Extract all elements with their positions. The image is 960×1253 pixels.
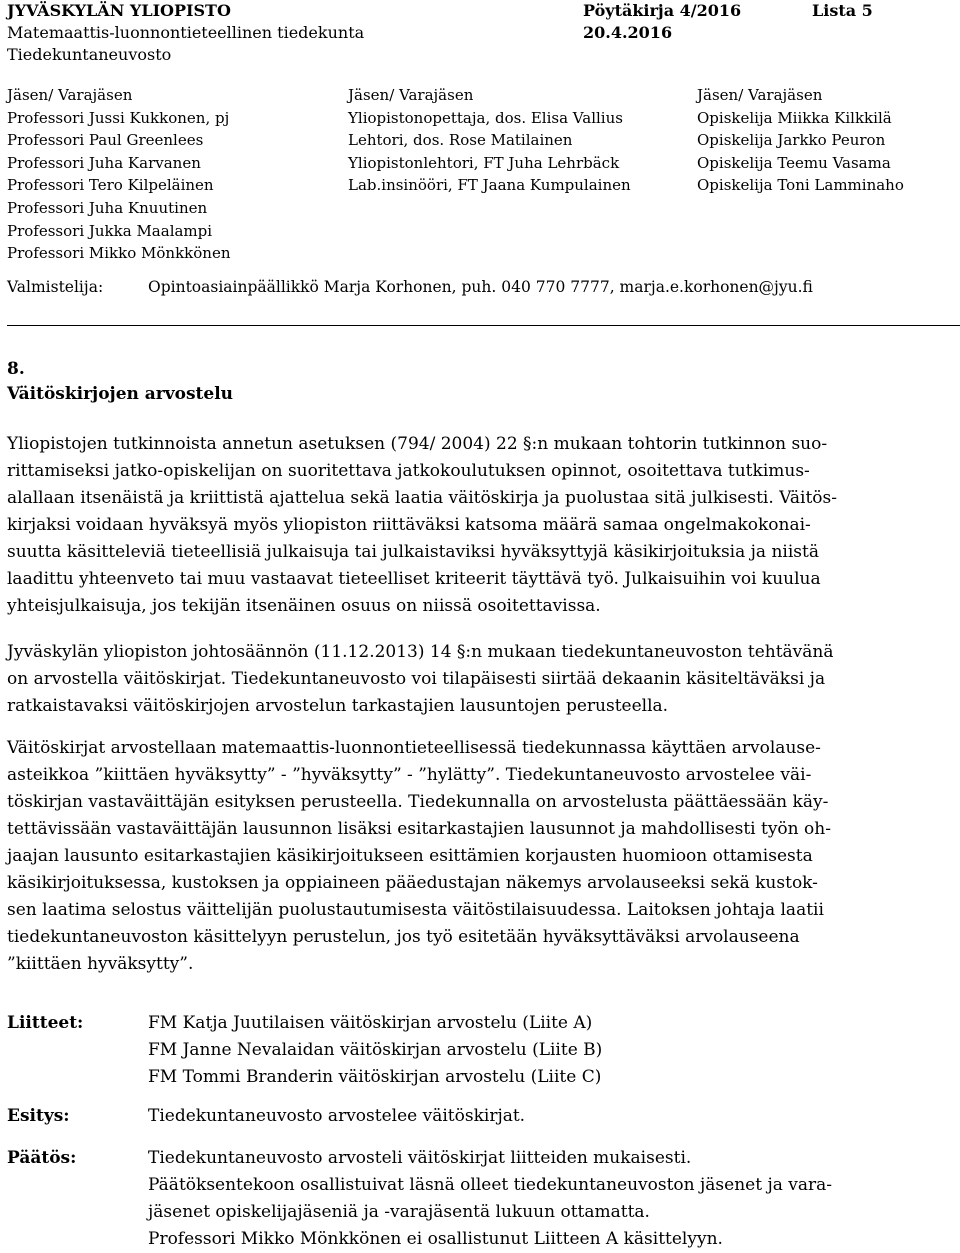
member-entry: Professori Jukka Maalampi [7, 221, 213, 240]
section-title: Väitöskirjojen arvostelu [7, 384, 234, 404]
paragraph-line: sen laatima selostus väittelijän puolustautumisesta väitöstilaisuudessa. Laitoksen johtaja laatii [7, 900, 824, 920]
decision-line: Tiedekuntaneuvosto arvosteli väitöskirjat liitteiden mukaisesti. [148, 1148, 692, 1168]
paragraph-line: kirjaksi voidaan hyväksyä myös yliopiston riittäväksi katsoma määrä samaa ongelmakokonai- [7, 515, 811, 535]
paragraph-line: asteikkoa ”kiittäen hyväksytty” - ”hyväksytty” - ”hylätty”. Tiedekuntaneuvosto arvostelee väi- [7, 765, 812, 785]
section-number: 8. [7, 359, 25, 379]
paragraph-line: suutta käsitteleviä tieteellisiä julkaisuja tai julkaistaviksi hyväksyttyjä käsikirjoituksia ja niistä [7, 542, 819, 562]
preparer-text: Opintoasiainpäällikkö Marja Korhonen, puh. 040 770 7777, marja.e.korhonen@jyu.fi [148, 278, 813, 296]
attachment-item: FM Katja Juutilaisen väitöskirjan arvostelu (Liite A) [148, 1013, 593, 1033]
decision-text [148, 1145, 832, 1253]
attachment-item: FM Janne Nevalaidan väitöskirjan arvostelu (Liite B) [148, 1040, 603, 1060]
paragraph-line: ”kiittäen hyväksytty”. [7, 954, 194, 974]
attachment-item: FM Tommi Branderin väitöskirjan arvostelu (Liite C) [148, 1067, 602, 1087]
decision-line: Professori Mikko Mönkkönen ei osallistunut Liitteen A käsittelyyn. [148, 1229, 723, 1249]
members-column-1 [7, 84, 230, 265]
proposal-label: Esitys: [7, 1106, 70, 1126]
paragraph-line: tiedekuntaneuvoston käsittelyyn perustelun, jos työ esitetään hyväksyttäväksi arvolauseena [7, 927, 800, 947]
member-entry: Yliopistonlehtori, FT Juha Lehrbäck [348, 153, 620, 172]
member-entry: Yliopistonopettaja, dos. Elisa Vallius [348, 108, 623, 127]
attachments-label: Liitteet: [7, 1013, 84, 1033]
body-paragraph-1 [7, 431, 947, 620]
member-entry: Jäsen/ Varajäsen [697, 86, 823, 104]
decision-line: jäsenet opiskelijajäseniä ja -varajäsentä lukuun ottamatta. [148, 1202, 650, 1222]
protocol-number: Pöytäkirja 4/2016 [583, 1, 742, 20]
member-entry: Professori Juha Knuutinen [7, 198, 208, 217]
paragraph-line: alallaan itsenäistä ja kriittistä ajattelua sekä laatia väitöskirja ja puolustaa sitä julkisesti. Väitös- [7, 488, 837, 508]
body-paragraph-2 [7, 639, 947, 720]
protocol-date: 20.4.2016 [583, 23, 673, 42]
members-column-3 [697, 84, 904, 197]
member-entry: Opiskelija Jarkko Peuron [697, 131, 886, 150]
member-entry: Professori Juha Karvanen [7, 153, 201, 172]
paragraph-line: ratkaistavaksi väitöskirjojen arvostelun tarkastajien lausuntojen perusteella. [7, 696, 669, 716]
paragraph-line: käsikirjoituksessa, kustoksen ja oppiaineen pääedustajan näkemys arvolauseeksi sekä kustok- [7, 873, 818, 893]
paragraph-line: töskirjan vastaväittäjän esityksen perusteella. Tiedekunnalla on arvostelusta päättäessään käy- [7, 792, 829, 812]
member-entry: Professori Jussi Kukkonen, pj [7, 108, 230, 127]
paragraph-line: on arvostella väitöskirjat. Tiedekuntaneuvosto voi tilapäisesti siirtää dekaanin käsiteltäväksi ja [7, 669, 826, 689]
paragraph-line: Yliopistojen tutkinnoista annetun asetuksen (794/ 2004) 22 §:n mukaan tohtorin tutkinnon suo- [7, 434, 828, 454]
paragraph-line: laadittu yhteenveto tai muu vastaavat tieteelliset kriteerit täyttävä työ. Julkaisuihin voi kuulua [7, 569, 821, 589]
member-entry: Professori Mikko Mönkkönen [7, 244, 231, 263]
list-number: Lista 5 [812, 1, 873, 20]
organization-name: JYVÄSKYLÄN YLIOPISTO [7, 1, 231, 20]
member-entry: Lehtori, dos. Rose Matilainen [348, 131, 573, 150]
paragraph-line: tettävissään vastaväittäjän lausunnon lisäksi esitarkastajien lausunnot ja mahdollisesti työn oh- [7, 819, 831, 839]
decision-label: Päätös: [7, 1148, 77, 1168]
member-entry: Opiskelija Teemu Vasama [697, 153, 891, 172]
paragraph-line: Väitöskirjat arvostellaan matemaattis-luonnontieteellisessä tiedekunnassa käyttäen arvolause- [7, 738, 821, 758]
decision-line: Päätöksentekoon osallistuivat läsnä olleet tiedekuntaneuvoston jäsenet ja vara- [148, 1175, 833, 1195]
member-entry: Professori Tero Kilpeläinen [7, 176, 214, 195]
body-paragraph-3 [7, 735, 947, 978]
member-entry: Opiskelija Miikka Kilkkilä [697, 108, 892, 127]
header-divider [7, 325, 960, 326]
preparer-label: Valmistelija: [7, 278, 104, 296]
member-entry: Opiskelija Toni Lamminaho [697, 176, 904, 195]
paragraph-line: yhteisjulkaisuja, jos tekijän itsenäinen osuus on niissä osoitettavissa. [7, 596, 601, 616]
paragraph-line: Jyväskylän yliopiston johtosäännön (11.12.2013) 14 §:n mukaan tiedekuntaneuvoston tehtävänä [7, 642, 834, 662]
paragraph-line: jaajan lausunto esitarkastajien käsikirjoitukseen esittämien korjausten huomioon ottamisesta [7, 846, 813, 866]
member-entry: Jäsen/ Varajäsen [348, 86, 474, 104]
proposal-text: Tiedekuntaneuvosto arvostelee väitöskirjat. [148, 1106, 526, 1126]
members-column-2 [348, 84, 631, 197]
faculty-name: Matemaattis-luonnontieteellinen tiedekunta [7, 23, 365, 42]
attachments-list [148, 1010, 602, 1091]
member-entry: Professori Paul Greenlees [7, 131, 204, 150]
member-entry: Jäsen/ Varajäsen [7, 86, 133, 104]
paragraph-line: rittamiseksi jatko-opiskelijan on suoritettava jatkokoulutuksen opinnot, osoitettava tutkimus- [7, 461, 810, 481]
member-entry: Lab.insinööri, FT Jaana Kumpulainen [348, 176, 631, 195]
council-name: Tiedekuntaneuvosto [7, 45, 172, 64]
